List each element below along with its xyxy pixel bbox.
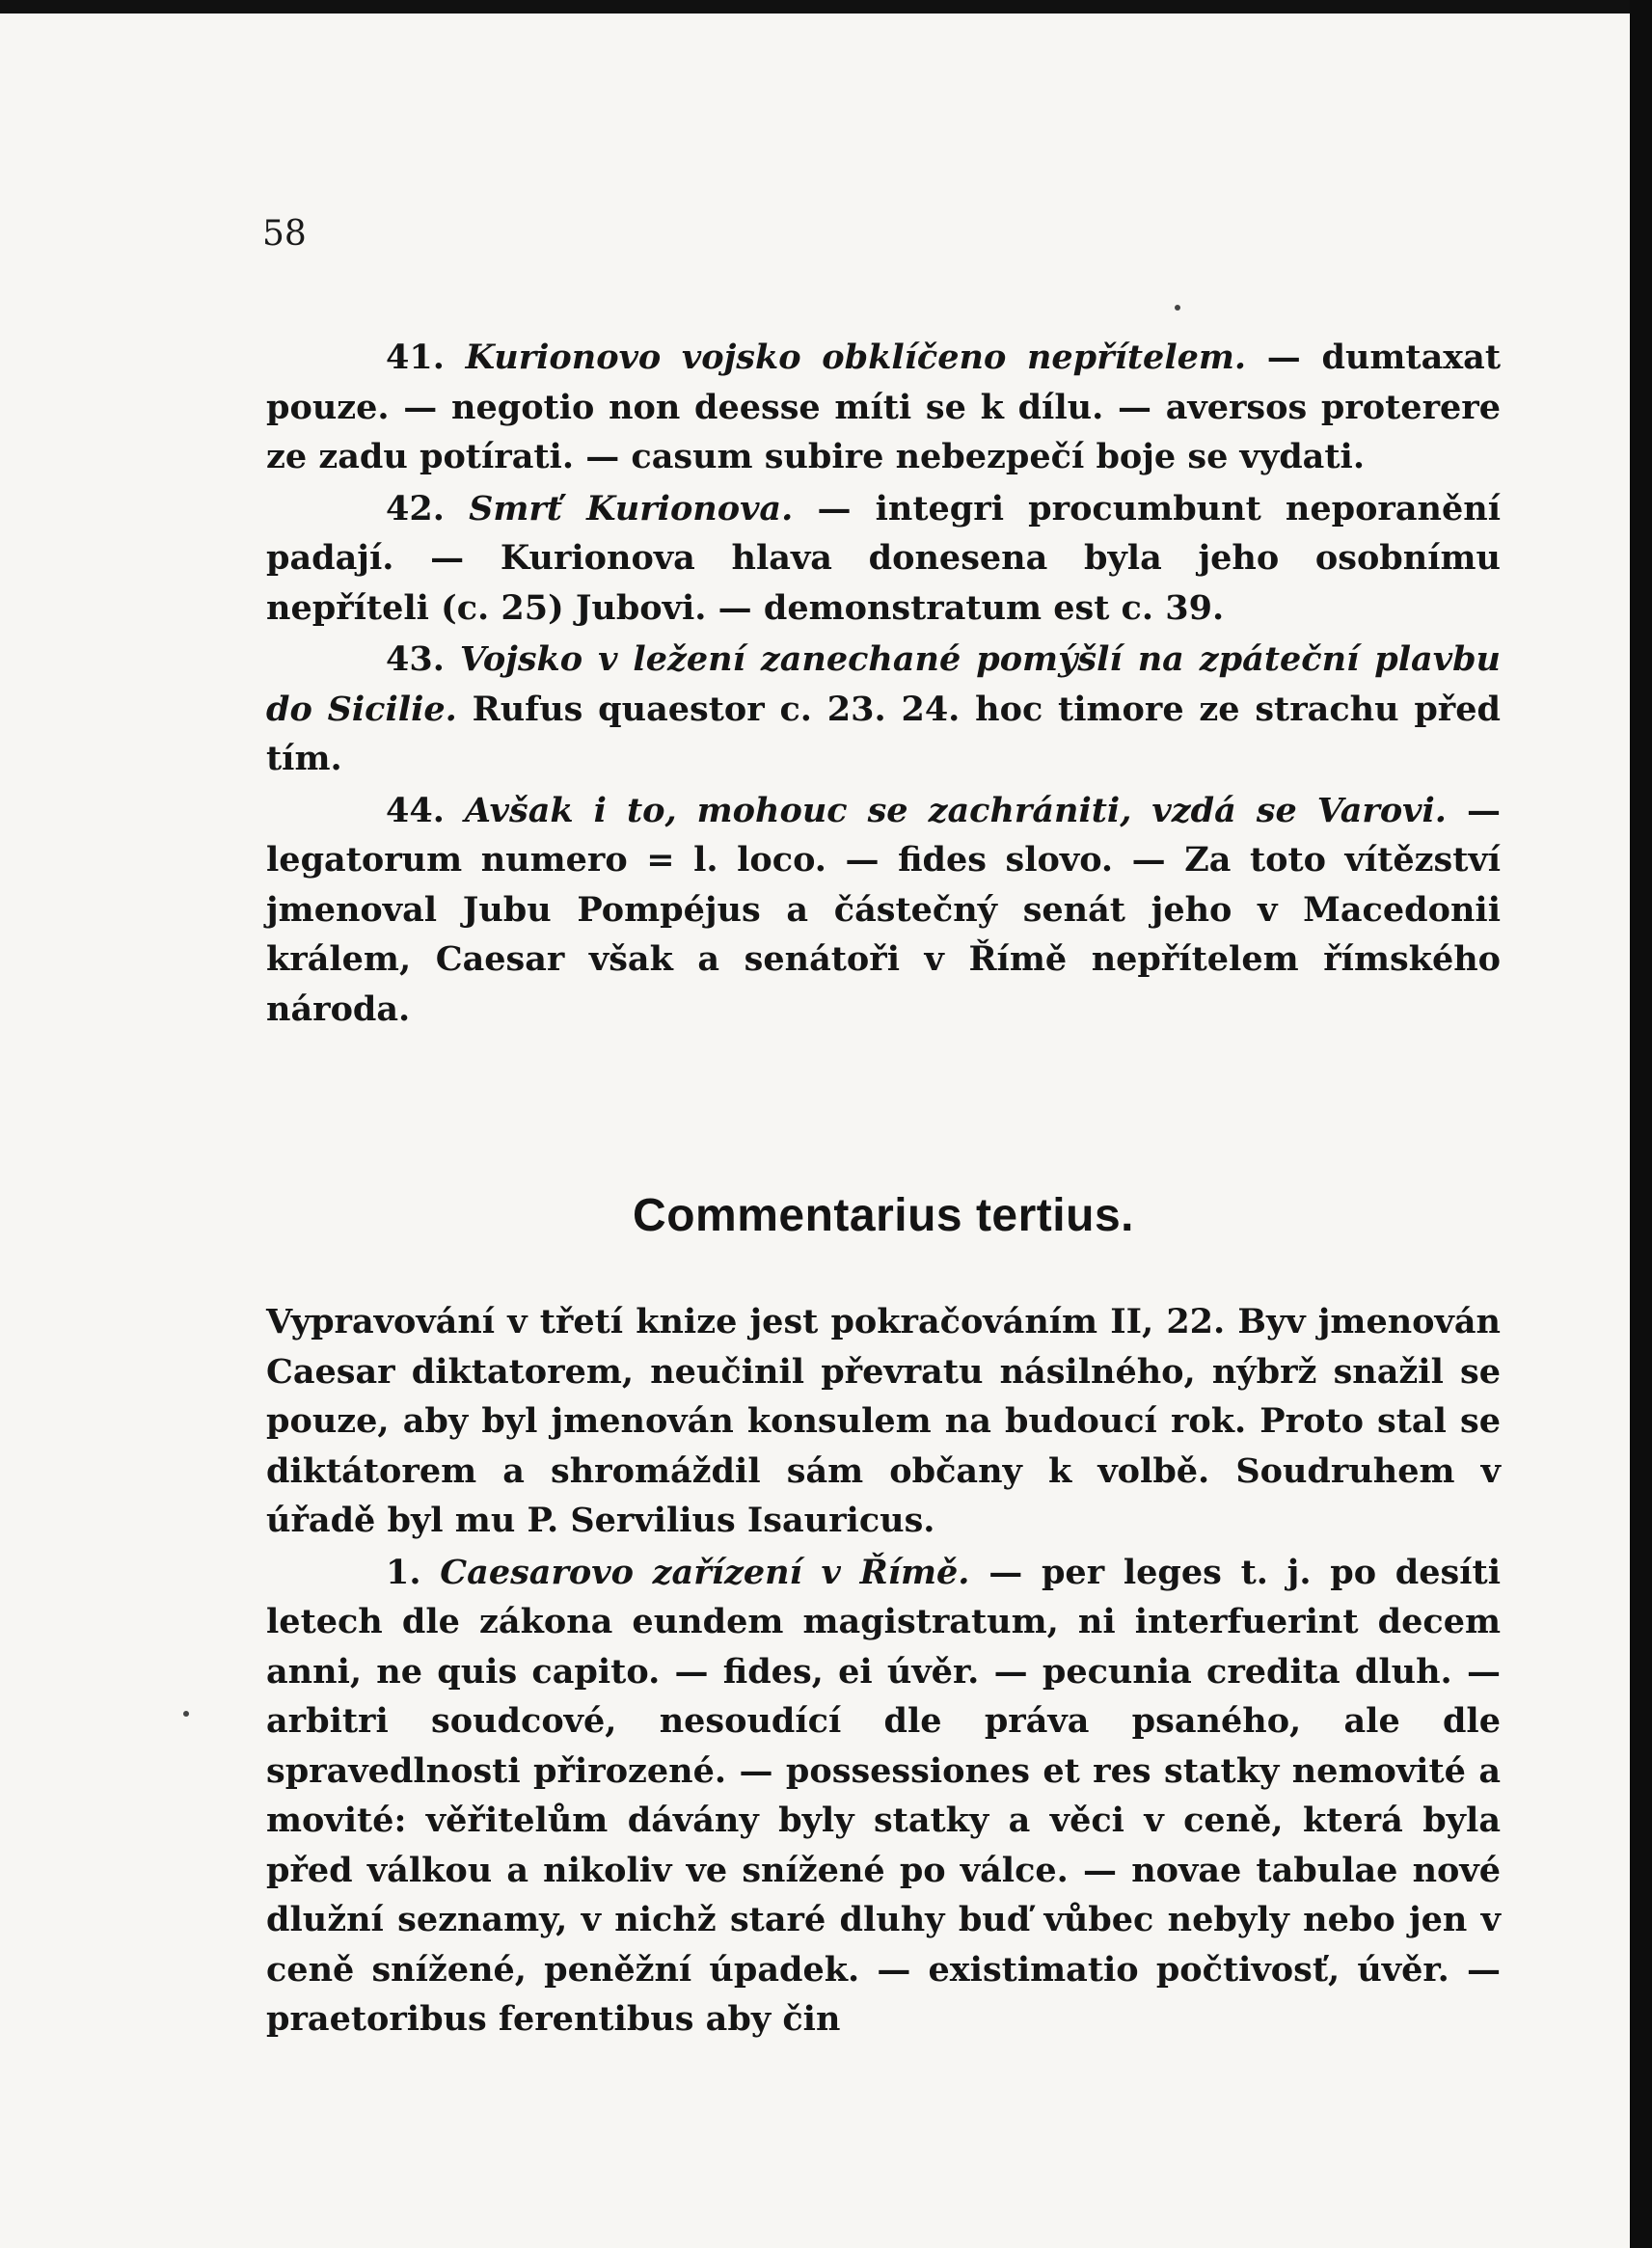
note-text: — per leges t. j. po desíti letech dle zákona eundem magistratum, ni interfuerint decem anni, ne quis capito. — fides, ei úvěr. — pecunia credita dluh. — arbitri soudcové, nesoudící dle práva psaného, ale dle spravedlnosti přirozené. — possessiones et res statky nemovité a movité: věřitelům dávány byly statky a věci v ceně, která byla před válkou a nikoliv ve snížené po válce. — novae tabulae nové dlužní seznamy, v nichž staré dluhy buď vůbec nebyly nebo jen v ceně snížené, peněžní úpadek. — existimatio počtivosť, úvěr. — praetoribus ferentibus aby čin xyxy=(266,1552,1501,2039)
note-number: 44. xyxy=(386,790,445,830)
note-43 xyxy=(266,635,1501,784)
note-text: Rufus quaestor c. 23. 24. hoc timore ze strachu před tím. xyxy=(266,689,1501,778)
scan-top-edge xyxy=(0,0,1652,14)
note-text: — dumtaxat pouze. — negotio non deesse míti se k dílu. — aversos proterere ze zadu potírati. — casum subire nebezpečí boje se vydati. xyxy=(266,338,1501,476)
note-text: — legatorum numero = l. loco. — fides slovo. — Za toto vítězství jmenoval Jubu Pompéjus a částečný senát jeho v Macedonii králem, Caesar však a senátoři v Římě nepřítelem římského národa. xyxy=(266,790,1501,1029)
notes-block-book-two xyxy=(266,333,1501,1034)
note-number: 42. xyxy=(386,488,445,528)
page-number: 58 xyxy=(262,214,307,254)
intro-paragraph: Vypravování v třetí knize jest pokračováním II, 22. Byv jmenován Caesar diktatorem, neučinil převratu násilného, nýbrž snažil se pouze, aby byl jmenován konsulem na budoucí rok. Proto stal se diktátorem a shromáždil sám občany k volbě. Soudruhem v úřadě byl mu P. Servilius Isauricus. xyxy=(266,1302,1501,1540)
note-title: Smrť Kurionova. xyxy=(469,488,794,528)
note-1 xyxy=(266,1548,1501,2045)
note-41 xyxy=(266,333,1501,482)
section-heading: Commentarius tertius. xyxy=(633,1190,1134,1241)
notes-block-book-three xyxy=(266,1297,1501,2045)
note-title: Avšak i to, mohouc se zachrániti, vzdá se Varovi. xyxy=(464,790,1447,830)
note-title: Kurionovo vojsko obklíčeno nepřítelem. xyxy=(465,338,1247,377)
ink-speck xyxy=(183,1711,189,1717)
note-number: 43. xyxy=(386,639,445,679)
note-text: — integri procumbunt neporanění padají. — Kurionova hlava donesena byla jeho osobnímu nepříteli (c. 25) Jubovi. — demonstratum est c. 39. xyxy=(266,488,1501,628)
ink-speck xyxy=(1175,305,1180,311)
note-number: 1. xyxy=(386,1552,421,1592)
note-44 xyxy=(266,786,1501,1035)
note-number: 41. xyxy=(386,338,445,377)
note-title: Vojsko v ležení zanechané pomýšlí na zpáteční plavbu do Sicilie. xyxy=(266,639,1501,729)
note-42 xyxy=(266,484,1501,634)
scan-right-edge xyxy=(1630,0,1652,2248)
note-title: Caesarovo zařízení v Římě. xyxy=(440,1552,970,1592)
